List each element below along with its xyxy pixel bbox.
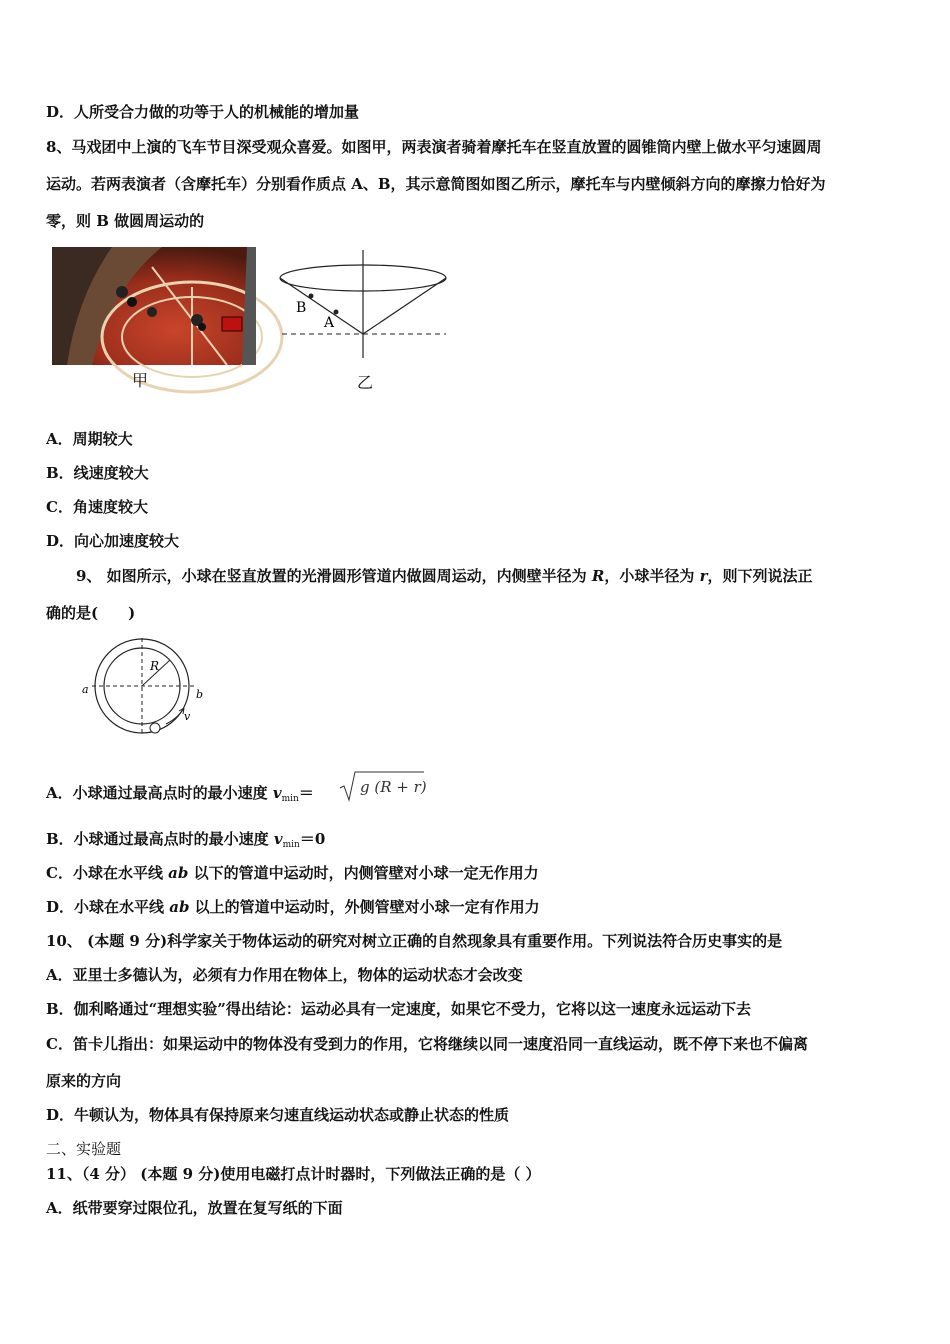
figure-label-yi: 乙 [357,373,374,392]
q7-option-d: D．人所受合力做的功等于人的机械能的增加量 [46,103,360,121]
q10-option-c-line-2: 原来的方向 [46,1072,122,1090]
q10-option-d: D．牛顿认为，物体具有保持原来匀速直线运动状态或静止状态的性质 [46,1106,510,1124]
q8-option-a: A．周期较大 [46,430,133,448]
q9-option-c: C．小球在水平线 ab 以下的管道中运动时，内侧管壁对小球一定无作用力 [46,864,539,882]
point-b-lower-label: b [196,688,204,701]
point-b-label: B [296,300,307,316]
q9-stem-line-1: 9、 如图所示，小球在竖直放置的光滑圆形管道内做圆周运动，内侧壁半径为 R，小球半径为 r，则下列说法正 [76,567,813,585]
q11-option-a: A．纸带要穿过限位孔，放置在复写纸的下面 [46,1199,343,1217]
q10-option-b: B．伽利略通过“理想实验”得出结论：运动必具有一定速度，如果它不受力，它将以这一速度永远运动下去 [46,1000,751,1018]
cone-diagram [276,250,451,360]
q8-option-b: B．线速度较大 [46,464,149,482]
q10-option-a: A．亚里士多德认为，必须有力作用在物体上，物体的运动状态才会改变 [46,966,523,984]
sqrt-formula [338,770,428,802]
q8-option-c: C．角速度较大 [46,498,148,516]
velocity-label: v [184,710,191,723]
q11-stem: 11、（4 分） (本题 9 分)使用电磁打点计时器时，下列做法正确的是（ ） [46,1165,541,1183]
q10-option-c-line-1: C．笛卡儿指出：如果运动中的物体没有受到力的作用，它将继续以同一速度沿同一直线运动，既不停下来也不偏离 [46,1035,808,1053]
q9-stem-line-2: 确的是( ) [46,604,136,622]
q8-option-d: D．向心加速度较大 [46,532,180,550]
q8-stem-line-3: 零，则 B 做圆周运动的 [46,212,205,230]
q10-stem: 10、 (本题 9 分)科学家关于物体运动的研究对树立正确的自然现象具有重要作用。下列说法符合历史事实的是 [46,932,783,950]
circus-photo [52,247,256,365]
point-a-lower-label: a [82,683,89,696]
radius-label: R [150,659,160,673]
q8-stem-line-1: 8、马戏团中上演的飞车节目深受观众喜爱。如图甲，两表演者骑着摩托车在竖直放置的圆锥筒内壁上做水平匀速圆周 [46,138,822,156]
pipe-diagram [80,636,210,746]
q9-option-a: A．小球通过最高点时的最小速度 $v_{min}=$ [46,784,314,804]
q9-option-b: B．小球通过最高点时的最小速度 $v_{min}=0$ [46,830,326,850]
section-title: 二、实验题 [46,1140,122,1158]
point-a-label: A [324,315,335,331]
q9-option-d: D．小球在水平线 ab 以上的管道中运动时，外侧管壁对小球一定有作用力 [46,898,540,916]
q8-stem-line-2: 运动。若两表演者（含摩托车）分别看作质点 A、B，其示意简图如图乙所示，摩托车与内壁倾斜方向的摩擦力恰好为 [46,175,826,193]
figure-label-jia: 甲 [132,371,149,390]
sqrt-content: g (R + r) [360,778,427,796]
